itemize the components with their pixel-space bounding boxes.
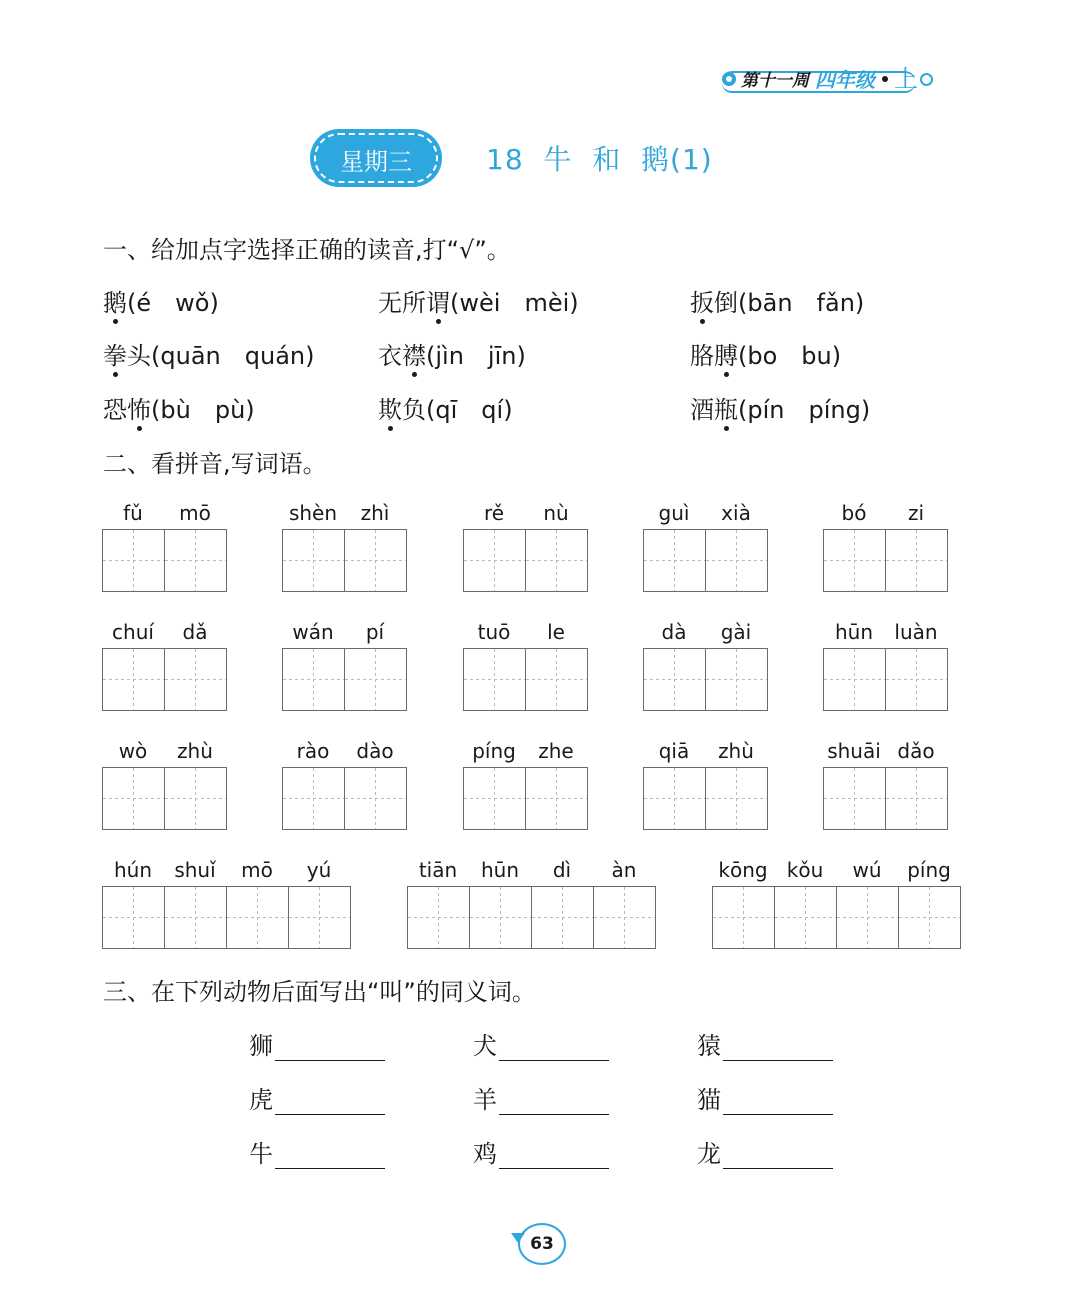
char-boxes bbox=[282, 648, 407, 711]
pinyin-syllable: shèn bbox=[288, 501, 338, 525]
section1-heading: 一、给加点字选择正确的读音,打“√”。 bbox=[103, 236, 511, 264]
paren-close: ) bbox=[854, 289, 865, 317]
writing-box[interactable] bbox=[407, 886, 470, 949]
char-boxes bbox=[823, 529, 948, 592]
pronunciation-item bbox=[690, 390, 870, 425]
pinyin-syllable: mō bbox=[241, 858, 273, 882]
pronunciation-item bbox=[378, 390, 513, 425]
word-char: 倒 bbox=[714, 289, 738, 317]
pinyin-syllable: le bbox=[547, 620, 565, 644]
paren-close: ) bbox=[516, 342, 526, 370]
page-number-badge bbox=[518, 1223, 566, 1265]
ring-icon bbox=[920, 73, 933, 86]
writing-box[interactable] bbox=[643, 767, 706, 830]
pinyin-option[interactable]: bu bbox=[801, 342, 832, 370]
writing-box[interactable] bbox=[836, 886, 899, 949]
pinyin-syllable: kōng bbox=[718, 858, 768, 882]
writing-box[interactable] bbox=[282, 767, 345, 830]
dotted-char: 襟 bbox=[402, 342, 426, 370]
pinyin-syllable: gài bbox=[720, 620, 752, 644]
answer-blank[interactable] bbox=[275, 1090, 385, 1115]
writing-box[interactable] bbox=[226, 886, 289, 949]
synonym-item bbox=[697, 1080, 833, 1115]
animal-char: 鸡 bbox=[473, 1140, 497, 1168]
answer-blank[interactable] bbox=[275, 1036, 385, 1061]
grade-label: 四年级 bbox=[815, 67, 875, 92]
pinyin-syllable: dì bbox=[552, 858, 572, 882]
pronunciation-item bbox=[103, 283, 219, 318]
writing-box[interactable] bbox=[885, 529, 948, 592]
pinyin-syllable: guì bbox=[658, 501, 690, 525]
lesson-title: 18 牛 和 鹅(1) bbox=[486, 143, 713, 176]
pinyin-syllable: hūn bbox=[834, 620, 874, 644]
writing-box[interactable] bbox=[288, 886, 351, 949]
char-boxes bbox=[643, 648, 768, 711]
animal-char: 羊 bbox=[473, 1086, 497, 1114]
page-number: 63 bbox=[530, 1234, 554, 1254]
term-label: 上 bbox=[894, 64, 918, 93]
pinyin-syllable: zhù bbox=[177, 739, 213, 763]
writing-box[interactable] bbox=[469, 886, 532, 949]
paren-open: ( bbox=[151, 396, 161, 424]
pinyin-option[interactable]: qī bbox=[435, 396, 458, 424]
animal-char: 牛 bbox=[249, 1140, 273, 1168]
pinyin-syllable: shuǐ bbox=[174, 858, 216, 882]
answer-blank[interactable] bbox=[723, 1036, 833, 1061]
answer-blank[interactable] bbox=[275, 1144, 385, 1169]
writing-box[interactable] bbox=[463, 648, 526, 711]
char-boxes bbox=[643, 767, 768, 830]
paren-open: ( bbox=[151, 342, 161, 370]
dotted-char: 扳 bbox=[690, 289, 714, 317]
paren-open: ( bbox=[738, 342, 748, 370]
writing-box[interactable] bbox=[643, 529, 706, 592]
writing-box[interactable] bbox=[102, 886, 165, 949]
dotted-char: 瓶 bbox=[714, 396, 738, 424]
dotted-char: 膊 bbox=[714, 342, 738, 370]
word-char: 无 bbox=[378, 289, 402, 317]
pinyin-option[interactable]: quān bbox=[160, 342, 221, 370]
animal-char: 猿 bbox=[697, 1032, 721, 1060]
word-char: 酒 bbox=[690, 396, 714, 424]
writing-box[interactable] bbox=[712, 886, 775, 949]
pinyin-option[interactable]: bān bbox=[747, 289, 793, 317]
word-char: 负 bbox=[402, 396, 426, 424]
word-char: 所 bbox=[402, 289, 426, 317]
pinyin-option[interactable]: fǎn bbox=[816, 289, 855, 317]
writing-box[interactable] bbox=[344, 767, 407, 830]
dot-separator bbox=[882, 76, 888, 82]
writing-box[interactable] bbox=[164, 648, 227, 711]
synonym-item bbox=[697, 1026, 833, 1061]
writing-box[interactable] bbox=[282, 529, 345, 592]
paren-open: ( bbox=[450, 289, 460, 317]
writing-box[interactable] bbox=[774, 886, 837, 949]
pronunciation-item bbox=[378, 283, 579, 318]
paren-close: ) bbox=[831, 342, 842, 370]
writing-box[interactable] bbox=[102, 648, 165, 711]
answer-blank[interactable] bbox=[723, 1144, 833, 1169]
pinyin-syllable: kǒu bbox=[786, 858, 824, 882]
pinyin-syllable: tuō bbox=[477, 620, 511, 644]
pronunciation-item bbox=[378, 336, 526, 371]
dotted-char: 鹅 bbox=[103, 289, 127, 317]
pinyin-option[interactable]: é bbox=[136, 289, 152, 317]
pinyin-syllable: xià bbox=[721, 501, 751, 525]
paren-open: ( bbox=[738, 289, 748, 317]
pinyin-option[interactable]: pù bbox=[214, 396, 246, 424]
pinyin-syllable: dào bbox=[356, 739, 394, 763]
writing-box[interactable] bbox=[102, 767, 165, 830]
char-boxes bbox=[823, 648, 948, 711]
week-header bbox=[722, 58, 933, 92]
synonym-item bbox=[249, 1026, 385, 1061]
char-boxes bbox=[102, 529, 227, 592]
paren-close: ) bbox=[503, 396, 513, 424]
writing-box[interactable] bbox=[885, 648, 948, 711]
animal-char: 猫 bbox=[697, 1086, 721, 1114]
pinyin-syllable: wán bbox=[292, 620, 334, 644]
dotted-char: 欺 bbox=[378, 396, 402, 424]
pinyin-syllable: wò bbox=[118, 739, 148, 763]
pinyin-syllable: zhe bbox=[538, 739, 574, 763]
pinyin-syllable: bó bbox=[841, 501, 867, 525]
writing-box[interactable] bbox=[525, 767, 588, 830]
pronunciation-item bbox=[103, 390, 255, 425]
synonym-item bbox=[473, 1026, 609, 1061]
writing-box[interactable] bbox=[344, 529, 407, 592]
day-label: 星期三 bbox=[340, 148, 412, 176]
writing-box[interactable] bbox=[593, 886, 656, 949]
paren-close: ) bbox=[569, 289, 579, 317]
pinyin-syllable: yú bbox=[306, 858, 332, 882]
pinyin-syllable: luàn bbox=[894, 620, 938, 644]
paren-close: ) bbox=[209, 289, 219, 317]
word-char: 头 bbox=[127, 342, 151, 370]
pinyin-option[interactable]: pín bbox=[747, 396, 785, 424]
writing-box[interactable] bbox=[102, 529, 165, 592]
pinyin-option[interactable]: qí bbox=[481, 396, 504, 424]
char-boxes bbox=[823, 767, 948, 830]
writing-box[interactable] bbox=[823, 648, 886, 711]
animal-char: 狮 bbox=[249, 1032, 273, 1060]
writing-box[interactable] bbox=[823, 767, 886, 830]
dotted-char: 拳 bbox=[103, 342, 127, 370]
synonym-item bbox=[249, 1080, 385, 1115]
char-boxes bbox=[463, 529, 588, 592]
writing-box[interactable] bbox=[164, 767, 227, 830]
char-boxes bbox=[102, 886, 351, 949]
pinyin-syllable: hūn bbox=[480, 858, 520, 882]
word-char: 胳 bbox=[690, 342, 714, 370]
animal-char: 龙 bbox=[697, 1140, 721, 1168]
section2-heading: 二、看拼音,写词语。 bbox=[103, 450, 327, 478]
char-boxes bbox=[712, 886, 961, 949]
writing-box[interactable] bbox=[525, 648, 588, 711]
answer-blank[interactable] bbox=[499, 1036, 609, 1061]
pinyin-syllable: rào bbox=[296, 739, 330, 763]
pinyin-syllable: wú bbox=[852, 858, 882, 882]
writing-box[interactable] bbox=[463, 767, 526, 830]
pinyin-syllable: chuí bbox=[112, 620, 154, 644]
pinyin-option[interactable]: wèi bbox=[459, 289, 501, 317]
answer-blank[interactable] bbox=[499, 1090, 609, 1115]
pinyin-syllable: dà bbox=[661, 620, 687, 644]
pinyin-syllable: zhù bbox=[718, 739, 754, 763]
pinyin-option[interactable]: bù bbox=[160, 396, 191, 424]
paren-open: ( bbox=[127, 289, 137, 317]
paren-close: ) bbox=[860, 396, 871, 424]
char-boxes bbox=[463, 767, 588, 830]
writing-box[interactable] bbox=[823, 529, 886, 592]
pinyin-syllable: dǎo bbox=[897, 739, 935, 763]
synonym-item bbox=[249, 1134, 385, 1169]
writing-box[interactable] bbox=[705, 648, 768, 711]
writing-box[interactable] bbox=[898, 886, 961, 949]
pinyin-option[interactable]: wǒ bbox=[175, 289, 210, 317]
week-label: 第十一周 bbox=[741, 71, 809, 91]
synonym-item bbox=[473, 1134, 609, 1169]
writing-box[interactable] bbox=[643, 648, 706, 711]
char-boxes bbox=[282, 529, 407, 592]
pinyin-syllable: pí bbox=[365, 620, 385, 644]
pinyin-syllable: fǔ bbox=[123, 501, 143, 525]
word-char: 衣 bbox=[378, 342, 402, 370]
char-boxes bbox=[102, 767, 227, 830]
synonym-item bbox=[697, 1134, 833, 1169]
pinyin-syllable: shuāi bbox=[827, 739, 881, 763]
synonym-item bbox=[473, 1080, 609, 1115]
char-boxes bbox=[407, 886, 656, 949]
pronunciation-item bbox=[690, 283, 864, 318]
animal-char: 虎 bbox=[249, 1086, 273, 1114]
day-badge bbox=[310, 129, 442, 187]
clock-icon bbox=[722, 72, 736, 86]
pinyin-option[interactable]: mèi bbox=[524, 289, 570, 317]
answer-blank[interactable] bbox=[723, 1090, 833, 1115]
writing-box[interactable] bbox=[705, 529, 768, 592]
pinyin-syllable: tiān bbox=[418, 858, 458, 882]
pinyin-option[interactable]: quán bbox=[244, 342, 306, 370]
section3-heading: 三、在下列动物后面写出“叫”的同义词。 bbox=[103, 978, 536, 1006]
dotted-char: 怖 bbox=[127, 396, 151, 424]
writing-box[interactable] bbox=[164, 529, 227, 592]
pinyin-syllable: qiā bbox=[658, 739, 690, 763]
writing-box[interactable] bbox=[344, 648, 407, 711]
pinyin-syllable: zhì bbox=[360, 501, 390, 525]
pinyin-syllable: mō bbox=[179, 501, 211, 525]
pronunciation-item bbox=[690, 336, 841, 371]
pinyin-syllable: rě bbox=[483, 501, 505, 525]
pinyin-option[interactable]: jīn bbox=[487, 342, 517, 370]
writing-box[interactable] bbox=[525, 529, 588, 592]
char-boxes bbox=[643, 529, 768, 592]
char-boxes bbox=[463, 648, 588, 711]
pinyin-syllable: hún bbox=[113, 858, 153, 882]
writing-box[interactable] bbox=[531, 886, 594, 949]
pinyin-syllable: píng bbox=[472, 739, 516, 763]
paren-close: ) bbox=[245, 396, 255, 424]
pinyin-option[interactable]: bo bbox=[747, 342, 778, 370]
animal-char: 犬 bbox=[473, 1032, 497, 1060]
writing-box[interactable] bbox=[164, 886, 227, 949]
pinyin-syllable: nù bbox=[543, 501, 569, 525]
writing-box[interactable] bbox=[885, 767, 948, 830]
pinyin-option[interactable]: jìn bbox=[435, 342, 464, 370]
answer-blank[interactable] bbox=[499, 1144, 609, 1169]
pinyin-syllable: zi bbox=[907, 501, 925, 525]
paren-open: ( bbox=[426, 396, 436, 424]
paren-open: ( bbox=[738, 396, 748, 424]
pinyin-syllable: dǎ bbox=[182, 620, 208, 644]
char-boxes bbox=[282, 767, 407, 830]
writing-box[interactable] bbox=[282, 648, 345, 711]
paren-close: ) bbox=[305, 342, 315, 370]
paren-open: ( bbox=[426, 342, 436, 370]
writing-box[interactable] bbox=[705, 767, 768, 830]
pinyin-syllable: píng bbox=[907, 858, 951, 882]
pronunciation-item bbox=[103, 336, 315, 371]
pinyin-option[interactable]: píng bbox=[808, 396, 861, 424]
writing-box[interactable] bbox=[463, 529, 526, 592]
dotted-char: 谓 bbox=[426, 289, 450, 317]
pinyin-syllable: àn bbox=[611, 858, 637, 882]
char-boxes bbox=[102, 648, 227, 711]
word-char: 恐 bbox=[103, 396, 127, 424]
